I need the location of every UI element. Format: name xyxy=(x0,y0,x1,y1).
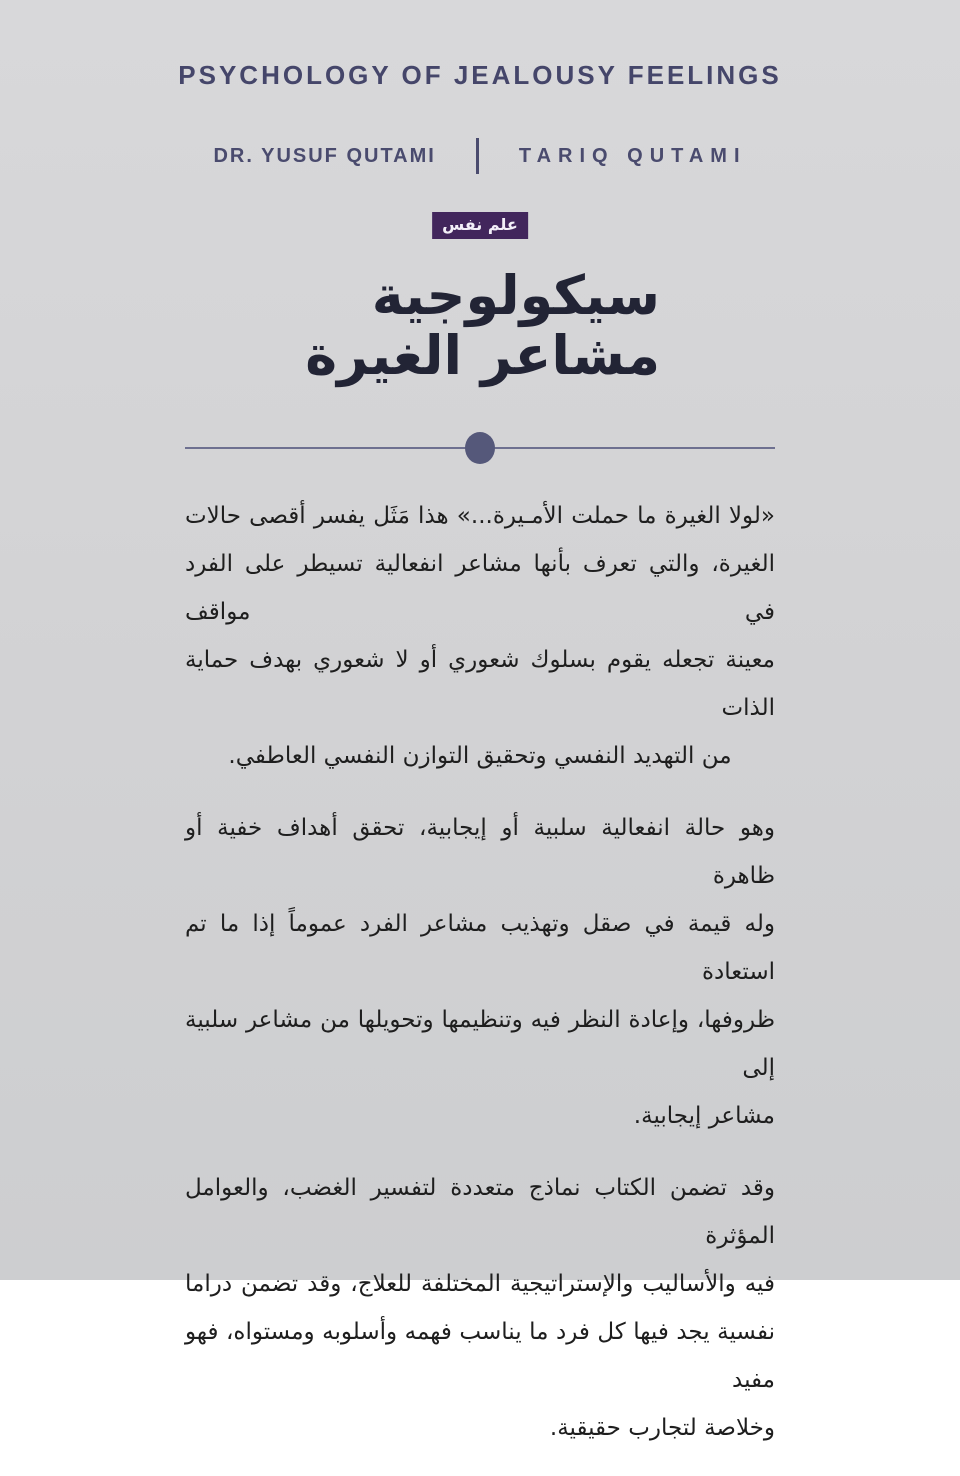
text-line: وقد تضمن الكتاب نماذج متعددة لتفسير الغضب، والعوامل المؤثرة xyxy=(185,1175,775,1249)
text-line: «لولا الغيرة ما حملت الأمـيرة...» هذا مَثَل يفسر أقصى حالات xyxy=(185,503,775,529)
text-line: معينة تجعله يقوم بسلوك شعوري أو لا شعوري بهدف حماية الذات xyxy=(185,647,775,721)
arabic-title-line2: مشاعر الغيرة xyxy=(305,324,660,387)
synopsis xyxy=(185,492,775,1476)
text-line: مشاعر إيجابية. xyxy=(633,1103,775,1129)
text-line: الغيرة، والتي تعرف بأنها مشاعر انفعالية تسيطر على الفرد في مواقف xyxy=(185,551,775,625)
authors-separator-bar xyxy=(476,138,479,174)
series-badge: علم نفس xyxy=(432,212,528,239)
arabic-title xyxy=(305,266,660,386)
text-line: وله قيمة في صقل وتهذيب مشاعر الفرد عموماً إذا ما تم استعادة xyxy=(185,911,775,985)
text-line: وهو حالة انفعالية سلبية أو إيجابية، تحقق أهداف خفية أو ظاهرة xyxy=(185,815,775,889)
text-line: فيه والأساليب والإستراتيجية المختلفة للعلاج، وقد تضمن دراما xyxy=(185,1271,775,1297)
author-primary: DR. YUSUF QUTAMI xyxy=(213,144,436,167)
synopsis-paragraph-2 xyxy=(185,804,775,1140)
text-line: نفسية يجد فيها كل فرد ما يناسب فهمه وأسلوبه ومستواه، فهو مفيد xyxy=(185,1319,775,1393)
text-line: من التهديد النفسي وتحقيق التوازن النفسي العاطفي. xyxy=(228,743,732,769)
english-title: PSYCHOLOGY OF JEALOUSY FEELINGS xyxy=(178,60,782,90)
text-line: ظروفها، وإعادة النظر فيه وتنظيمها وتحويلها من مشاعر سلبية إلى xyxy=(185,1007,775,1081)
arabic-title-line1: سيكولوجية xyxy=(371,264,660,327)
title-divider-dot xyxy=(465,432,495,464)
synopsis-paragraph-1 xyxy=(185,492,775,780)
author-secondary: TARIQ QUTAMI xyxy=(518,144,747,167)
synopsis-paragraph-3 xyxy=(185,1164,775,1452)
authors-row xyxy=(0,138,960,174)
text-line: وخلاصة لتجارب حقيقية. xyxy=(549,1415,775,1441)
